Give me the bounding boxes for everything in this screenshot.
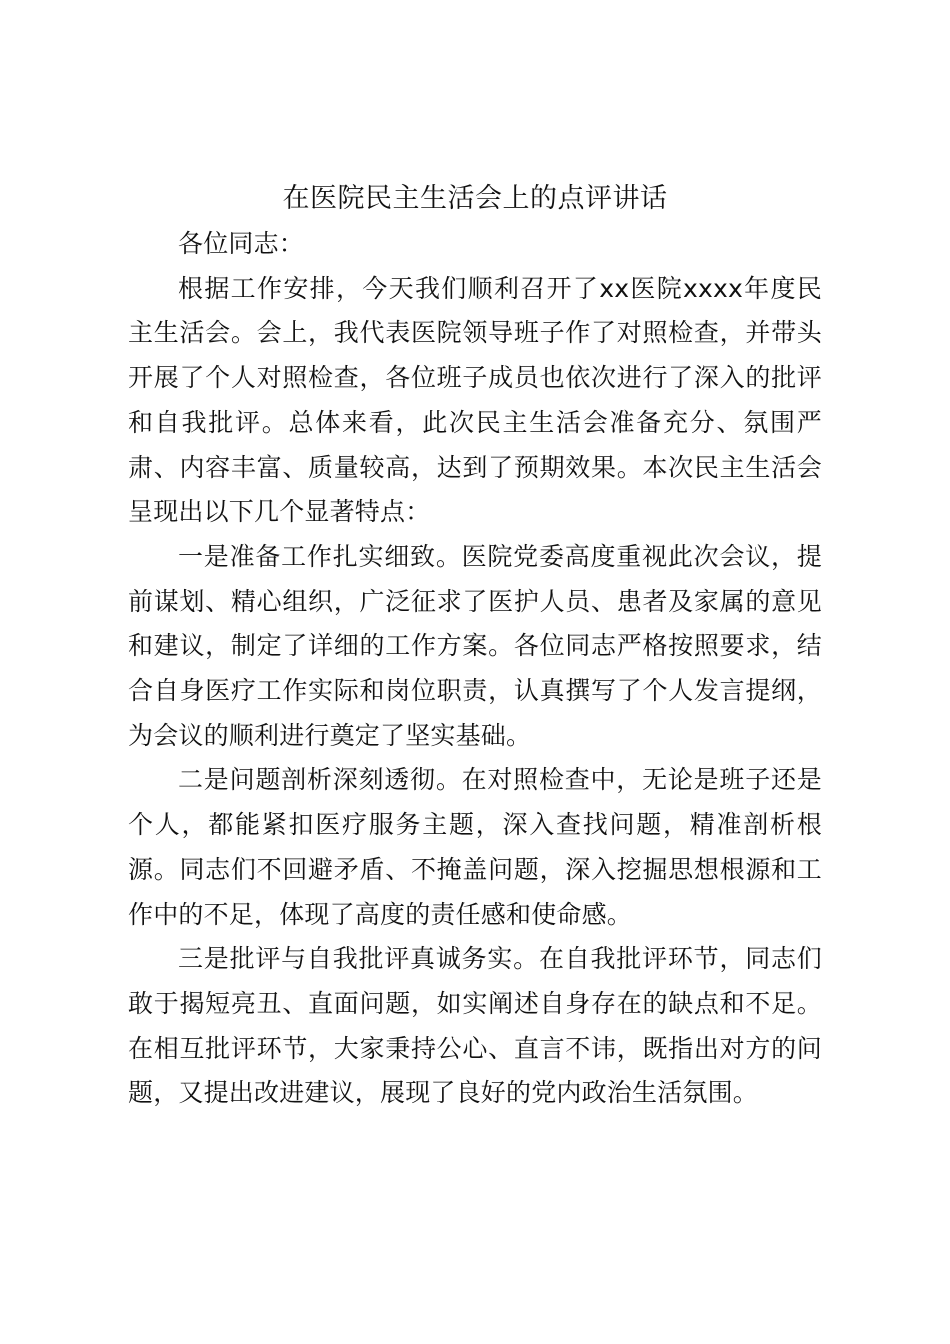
paragraph-intro: 根据工作安排，今天我们顺利召开了xx医院xxxx年度民主生活会。会上，我代表医院领导班子作了对照检查，并带头开展了个人对照检查，各位班子成员也依次进行了深入的批评和自我批评。总体来看，此次民主生活会准备充分、氛围严肃、内容丰富、质量较高，达到了预期效果。本次民主生活会呈现出以下几个显著特点： <box>128 273 822 527</box>
document-body <box>128 222 822 1116</box>
paragraph-point-two: 二是问题剖析深刻透彻。在对照检查中，无论是班子还是个人，都能紧扣医疗服务主题，深入查找问题，精准剖析根源。同志们不回避矛盾、不掩盖问题，深入挖掘思想根源和工作中的不足，体现了高度的责任感和使命感。 <box>128 765 822 929</box>
document-title: 在医院民主生活会上的点评讲话 <box>282 183 668 214</box>
paragraph-point-one: 一是准备工作扎实细致。医院党委高度重视此次会议，提前谋划、精心组织，广泛征求了医护人员、患者及家属的意见和建议，制定了详细的工作方案。各位同志严格按照要求，结合自身医疗工作实际和岗位职责，认真撰写了个人发言提纲，为会议的顺利进行奠定了坚实基础。 <box>128 541 822 750</box>
paragraph-point-three: 三是批评与自我批评真诚务实。在自我批评环节，同志们敢于揭短亮丑、直面问题，如实阐述自身存在的缺点和不足。在相互批评环节，大家秉持公心、直言不讳，既指出对方的问题，又提出改进建议，展现了良好的党内政治生活氛围。 <box>128 944 822 1108</box>
salutation: 各位同志： <box>178 229 305 258</box>
